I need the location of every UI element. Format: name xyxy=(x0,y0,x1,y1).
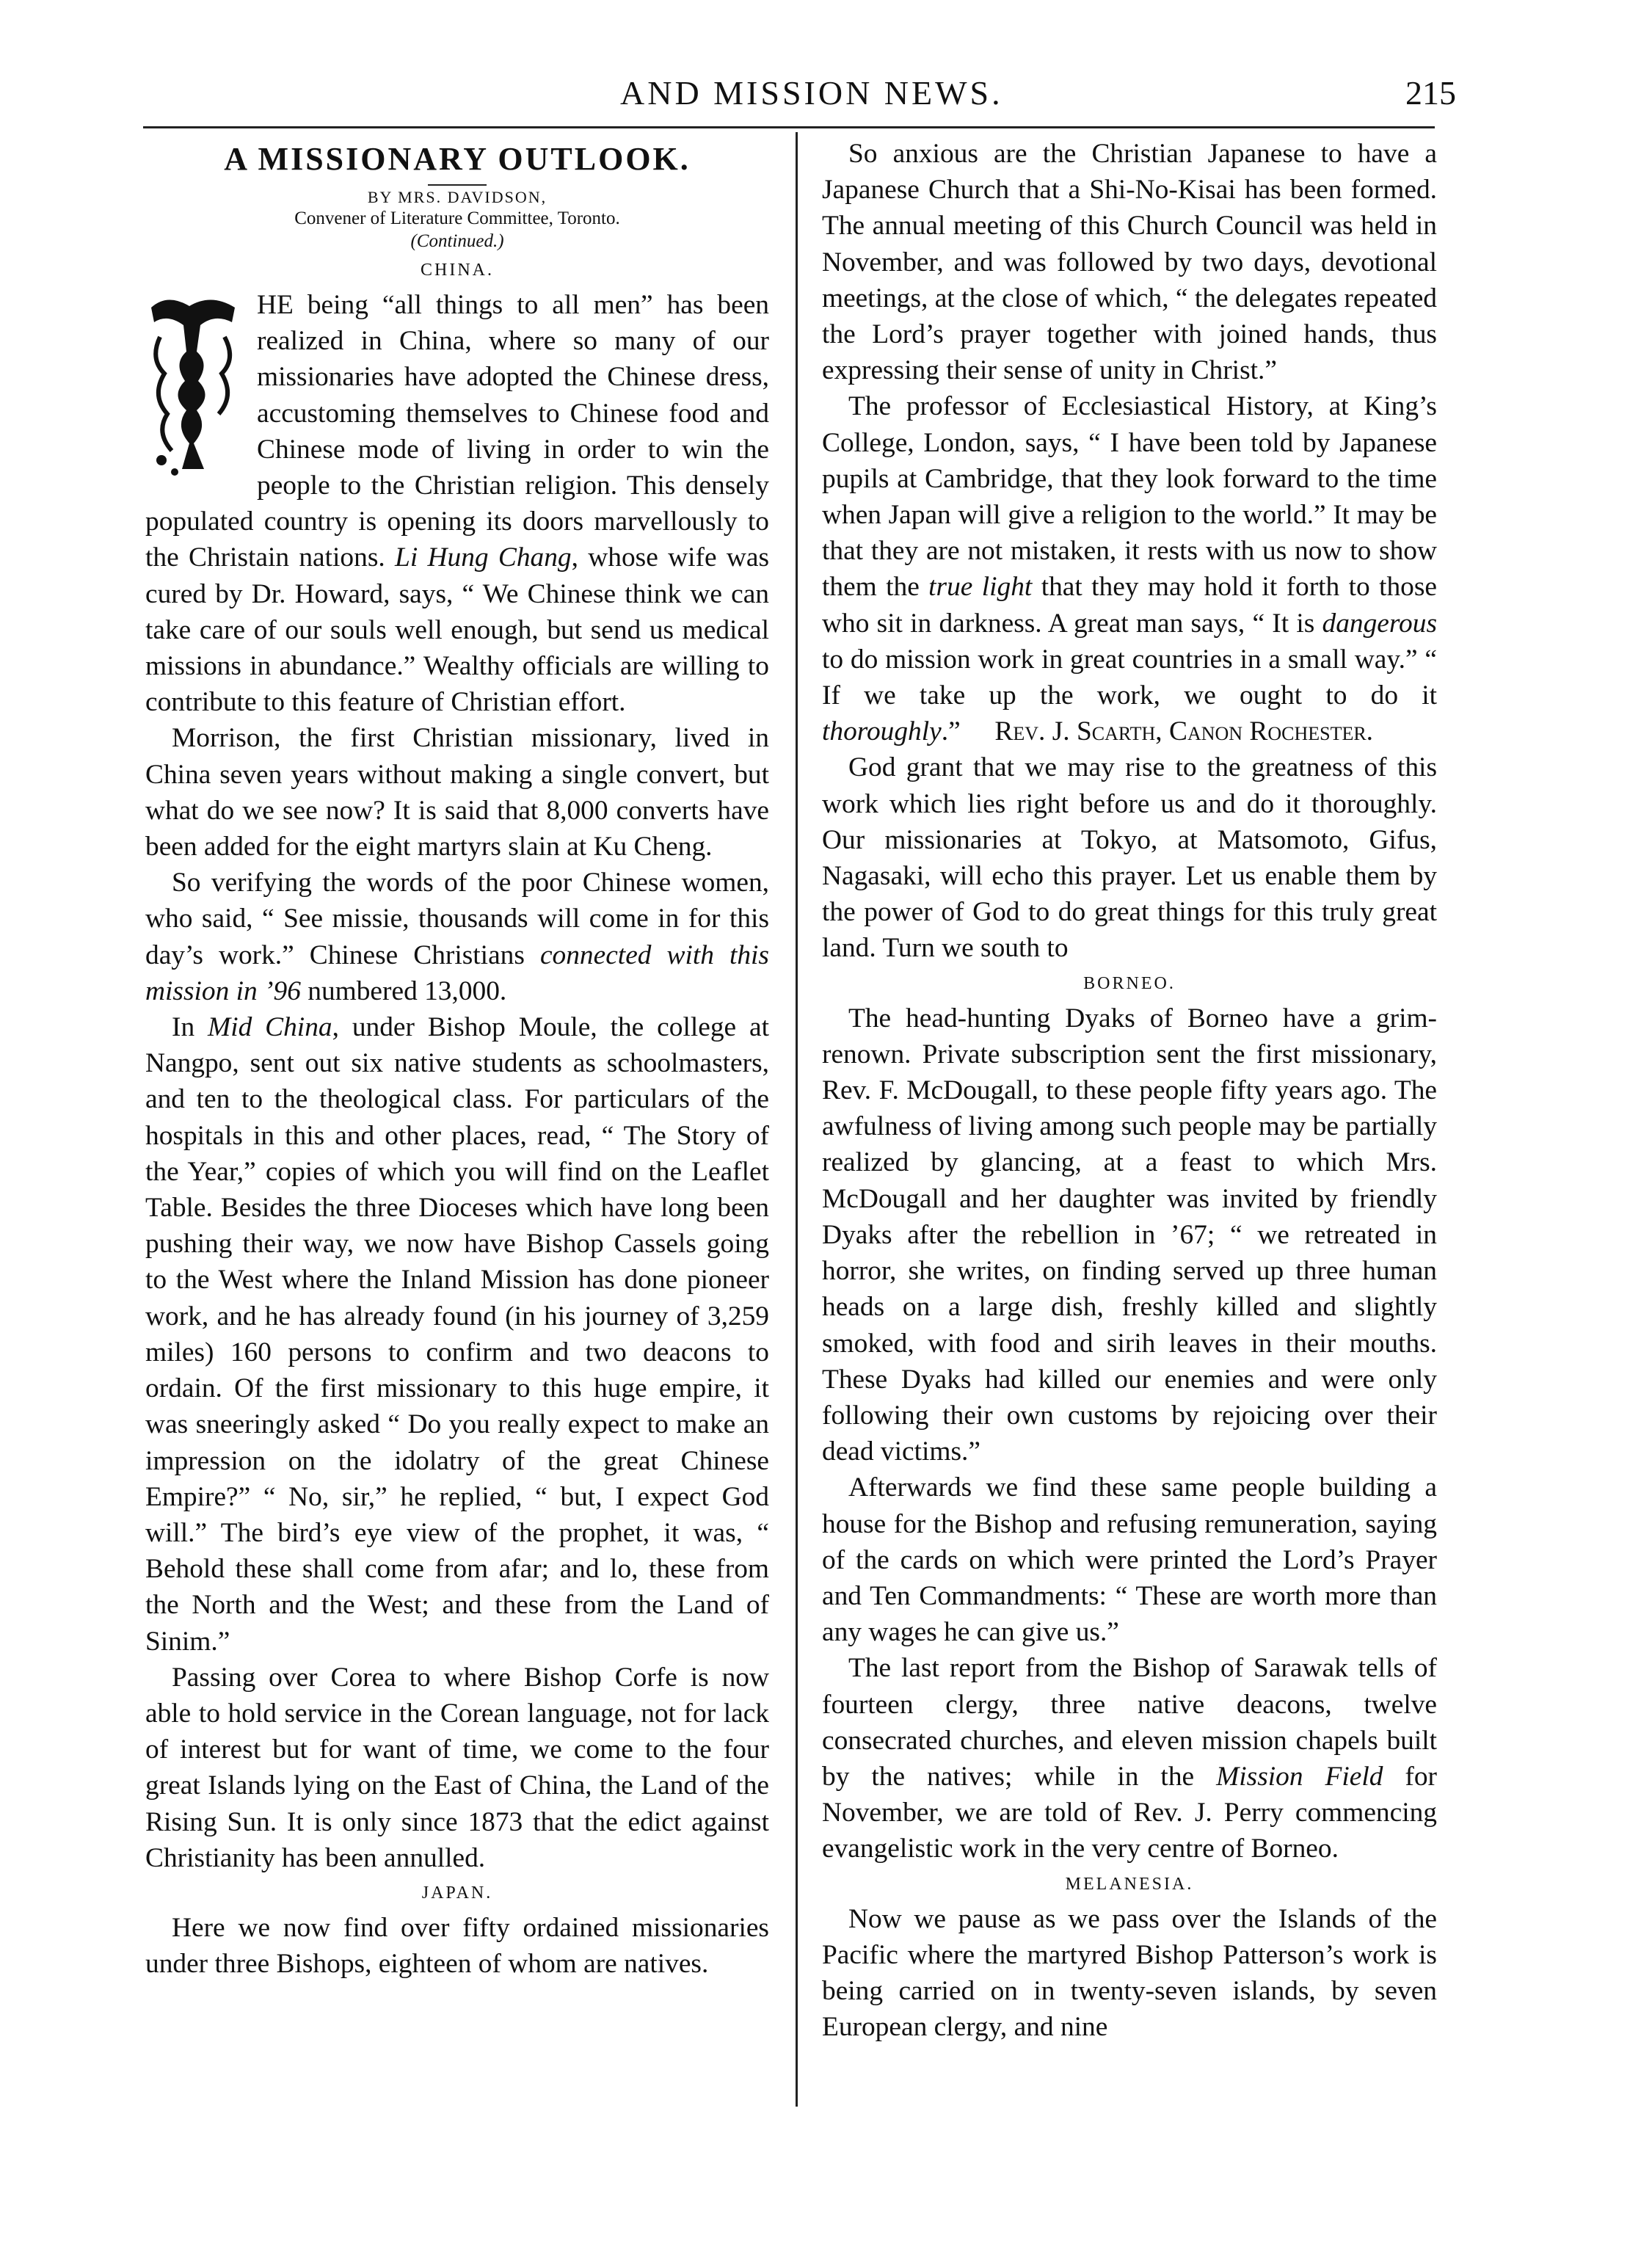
article-title: A MISSIONARY OUTLOOK. xyxy=(224,141,691,177)
page-number: 215 xyxy=(1405,74,1456,112)
borneo-paragraph-2: Afterwards we find these same people building a house for the Bishop and refusing remuneration, saying of the cards on which were printed the Lord’s Prayer and Ten Commandments: “ These are worth more than any wages he can give us.” xyxy=(822,1472,1437,1648)
quote-attribution: Rev. J. Scarth, Canon Rochester. xyxy=(994,716,1374,747)
china-paragraph-3-italic: connected with this mission in ’96 xyxy=(145,940,769,1006)
dropcap-ornament-icon xyxy=(145,293,241,476)
japan-paragraph-1: Here we now find over fifty ordained missionaries under three Bishops, eighteen of whom are natives. xyxy=(145,1912,769,1980)
mid-china-italic: Mid China xyxy=(208,1012,332,1043)
china-paragraph-2: Morrison, the first Christian missionary, lived in China seven years without making a single convert, but what do we see now? It is said that 8,000 converts have been added for the eight martyrs slain at Ku Cheng. xyxy=(145,723,769,862)
japan-paragraph-3-text: The professor of Ecclesiastical History, at King’s College, London, says, “ I have been told by Japanese pupils at Cambridge, that they look forward to the time when Japan will give a religion to the world.” It may be that they are not mistaken, it rests with us now to show them the xyxy=(822,391,1437,603)
japan-paragraph-2: So anxious are the Christian Japanese to have a Japanese Church that a Shi-No-Kisai has been formed. The annual meeting of this Church Council was held in November, and was followed by two days, devotional meetings, at the close of which, “ the delegates repeated the Lord’s prayer together with joined hands, thus expressing their sense of unity in Christ.” xyxy=(822,139,1437,386)
section-heading-china: CHINA. xyxy=(421,261,494,280)
title-rule xyxy=(428,184,487,186)
borneo-paragraph-1: The head-hunting Dyaks of Borneo have a grim-renown. Private subscription sent the first missionary, Rev. F. McDougall, to these people fifty years ago. The awfulness of living among such people may be partially realized by glancing, at a feast to which Mrs. McDougall and her daughter was invited by friendly Dyaks after the rebellion in ’67; “ we retreated in horror, she writes, on finding served up three human heads on a large dish, freshly killed and slightly smoked, with food and sirih leaves in their mouths. These Dyaks had killed our enemies and were only following their own customs by rejoicing over their dead victims.” xyxy=(822,1003,1437,1467)
thoroughly-italic: thoroughly xyxy=(822,716,942,747)
section-heading-borneo: BORNEO. xyxy=(1083,973,1176,993)
japan-paragraph-3-text-c: to do mission work in great countries in a small way.” “ If we take up the work, we ought to do it xyxy=(822,644,1437,711)
true-light-italic: true light xyxy=(928,572,1033,603)
china-paragraph-4-text-b: , under Bishop Moule, the college at Nangpo, sent out six native students as schoolmasters, and ten to the theological class. For particulars of the hospitals in this and other places, read, “ The Story of the Year,” copies of which you will find on the Leaflet Table. Besides the three Dioceses which have long been pushing their way, we now have Bishop Cassels going to the West where the Inland Mission has done pioneer work, and he has already found (in his journey of 3,259 miles) 160 persons to confirm and two deacons to ordain. Of the first missionary to this huge empire, it was sneeringly asked “ Do you really expect to make an impression on the idolatry of the great Chinese Empire?” “ No, sir,” he replied, “ but, I expect God will.” The bird’s eye view of the prophet, it was, “ Behold these shall come from afar; and lo, these from the North and the West; and these from the Land of Sinim.” xyxy=(145,1012,769,1657)
mission-field-italic: Mission Field xyxy=(1216,1761,1383,1792)
continued-note: (Continued.) xyxy=(410,231,504,251)
left-column xyxy=(145,136,769,1982)
section-heading-melanesia: MELANESIA. xyxy=(1065,1874,1194,1894)
china-paragraph-4-text: In xyxy=(172,1012,208,1043)
running-head xyxy=(0,73,1652,125)
right-column xyxy=(822,136,1437,2045)
china-paragraph-5: Passing over Corea to where Bishop Corfe is now able to hold service in the Corean language, not for lack of interest but for want of time, we come to the four great Islands lying on the East of China, the Land of the Rising Sun. It is only since 1873 that the edict against Christianity has been annulled. xyxy=(145,1662,769,1873)
japan-paragraph-3 xyxy=(822,388,1437,749)
japan-paragraph-4: God grant that we may rise to the greatness of this work which lies right before us and do it thoroughly. Our missionaries at Tokyo, at Matsomoto, Gifus, Nagasaki, will echo this prayer. Let us enable them by the power of God to do great things for this truly great land. Turn we south to xyxy=(822,752,1437,964)
column-divider xyxy=(796,132,798,2107)
borneo-paragraph-3-text: The last report from the Bishop of Sarawak tells of fourteen clergy, three native deacons, twelve consecrated churches, and eleven mission chapels built by the natives; while in the xyxy=(822,1653,1437,1792)
section-heading-japan: JAPAN. xyxy=(421,1883,493,1903)
running-title: AND MISSION NEWS. xyxy=(620,74,1003,112)
header-rule xyxy=(143,126,1435,128)
dangerous-italic: dangerous xyxy=(1322,608,1437,639)
borneo-paragraph-3-text-b: for November, we are told of Rev. J. Perry commencing evangelistic work in the very centre of Borneo. xyxy=(822,1761,1438,1864)
li-hung-chang-name: Li Hung Chang xyxy=(395,542,572,573)
china-paragraph-3-text-b: numbered 13,000. xyxy=(300,975,507,1006)
china-paragraph-1-text-b: , whose wife was cured by Dr. Howard, says, “ We Chinese think we can take care of our souls well enough, but send us medical missions in abundance.” Wealthy officials are willing to contribute to this feature of Christian effort. xyxy=(145,542,769,718)
author-affiliation: Convener of Literature Committee, Toronto. xyxy=(294,208,620,228)
japan-paragraph-3-text-b: that they may hold it forth to those who sit in darkness. A great man says, “ It is xyxy=(822,572,1437,639)
china-paragraph-4 xyxy=(145,1009,769,1660)
china-paragraph-3-text: So verifying the words of the poor Chinese women, who said, “ See missie, thousands will come in for this day’s work.” Chinese Christians xyxy=(145,868,769,970)
melanesia-paragraph-1: Now we pause as we pass over the Islands of the Pacific where the martyred Bishop Patterson’s work is being carried on in twenty-seven islands, by seven European clergy, and nine xyxy=(822,1903,1437,2043)
opening-paragraph-block xyxy=(145,287,769,720)
ornamental-dropcap xyxy=(145,293,241,476)
china-paragraph-1-text: HE being “all things to all men” has been realized in China, where so many of our missionaries have adopted the Chinese dress, accustoming themselves to Chinese food and Chinese mode of living in order to win the people to the Christian religion. This densely populated country is opening its doors marvellously to the Christain nations. xyxy=(145,290,769,573)
borneo-paragraph-3 xyxy=(822,1650,1437,1867)
japan-paragraph-3-text-d: .” xyxy=(941,716,961,747)
byline: BY MRS. DAVIDSON, xyxy=(367,188,547,206)
china-paragraph-3 xyxy=(145,865,769,1009)
